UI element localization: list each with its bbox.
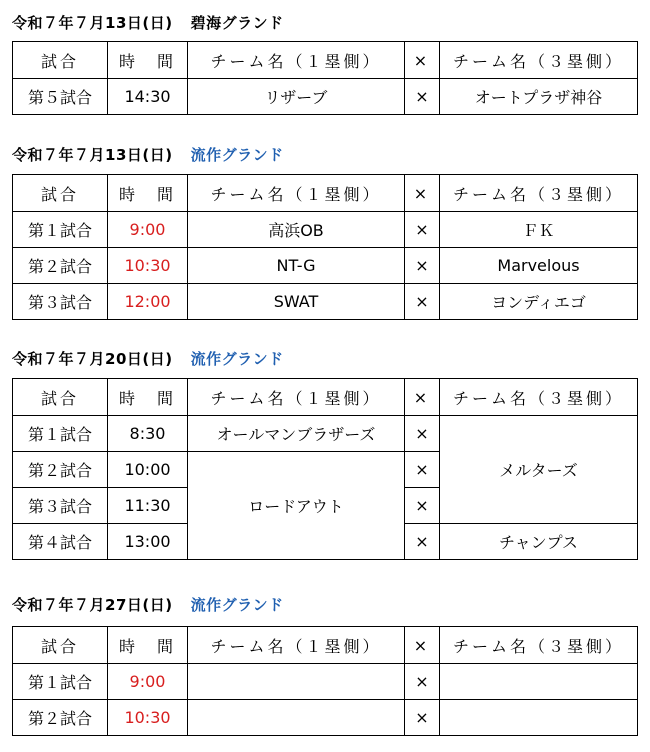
table-row	[13, 416, 638, 452]
schedule-table	[12, 174, 638, 320]
section-heading	[12, 348, 284, 369]
table-row	[13, 700, 638, 736]
vs-cell: ×	[405, 416, 440, 452]
match-cell: 第３試合	[13, 488, 108, 524]
team3-cell	[440, 664, 638, 700]
schedule-table	[12, 41, 638, 115]
header-team3: チーム名（３塁側）	[440, 627, 638, 664]
vs-cell: ×	[405, 488, 440, 524]
match-cell: 第１試合	[13, 416, 108, 452]
header-match: 試合	[13, 42, 108, 79]
team3-cell: チャンプス	[440, 524, 638, 560]
table-row	[13, 248, 638, 284]
header-vs: ×	[405, 379, 440, 416]
team3-cell: オートプラザ神谷	[440, 79, 638, 115]
match-cell: 第１試合	[13, 664, 108, 700]
time-cell: 8:30	[108, 416, 188, 452]
header-team3: チーム名（３塁側）	[440, 379, 638, 416]
schedule-table	[12, 378, 638, 560]
section-date: 令和７年７月20日(日)	[12, 350, 173, 368]
header-vs: ×	[405, 175, 440, 212]
section-heading	[12, 594, 284, 615]
header-time: 時 間	[108, 175, 188, 212]
match-cell: 第１試合	[13, 212, 108, 248]
section-venue: 流作グランド	[190, 350, 284, 368]
time-cell: 10:30	[108, 700, 188, 736]
header-row	[13, 627, 638, 664]
section-heading	[12, 12, 284, 33]
vs-cell: ×	[405, 524, 440, 560]
header-team1: チーム名（１塁側）	[188, 42, 405, 79]
section-venue: 流作グランド	[190, 146, 284, 164]
header-row	[13, 42, 638, 79]
match-cell: 第２試合	[13, 700, 108, 736]
header-match: 試合	[13, 379, 108, 416]
header-vs: ×	[405, 42, 440, 79]
table-row	[13, 212, 638, 248]
section-date: 令和７年７月13日(日)	[12, 14, 173, 32]
vs-cell: ×	[405, 452, 440, 488]
section-venue: 碧海グランド	[190, 14, 284, 32]
header-team1: チーム名（１塁側）	[188, 627, 405, 664]
team1-cell: リザーブ	[188, 79, 405, 115]
vs-cell: ×	[405, 212, 440, 248]
vs-cell: ×	[405, 700, 440, 736]
time-cell: 10:30	[108, 248, 188, 284]
match-cell: 第５試合	[13, 79, 108, 115]
time-cell: 9:00	[108, 212, 188, 248]
section-heading	[12, 144, 284, 165]
match-cell: 第２試合	[13, 452, 108, 488]
header-row	[13, 379, 638, 416]
team1-cell: NT-G	[188, 248, 405, 284]
match-cell: 第３試合	[13, 284, 108, 320]
time-cell: 12:00	[108, 284, 188, 320]
section-venue: 流作グランド	[190, 596, 284, 614]
table-row	[13, 79, 638, 115]
team3-cell: ヨンディエゴ	[440, 284, 638, 320]
vs-cell: ×	[405, 664, 440, 700]
schedule-table	[12, 626, 638, 736]
team1-cell: 高浜OB	[188, 212, 405, 248]
time-cell: 14:30	[108, 79, 188, 115]
header-team1: チーム名（１塁側）	[188, 175, 405, 212]
team1-cell	[188, 700, 405, 736]
vs-cell: ×	[405, 79, 440, 115]
header-match: 試合	[13, 175, 108, 212]
header-time: 時 間	[108, 42, 188, 79]
header-row	[13, 175, 638, 212]
team3-cell	[440, 700, 638, 736]
team3-cell: メルターズ	[440, 416, 638, 524]
header-team3: チーム名（３塁側）	[440, 175, 638, 212]
team3-cell: ＦＫ	[440, 212, 638, 248]
time-cell: 11:30	[108, 488, 188, 524]
team1-cell	[188, 664, 405, 700]
team3-cell: Marvelous	[440, 248, 638, 284]
header-time: 時 間	[108, 627, 188, 664]
team1-cell: オールマンブラザーズ	[188, 416, 405, 452]
header-match: 試合	[13, 627, 108, 664]
time-cell: 9:00	[108, 664, 188, 700]
header-time: 時 間	[108, 379, 188, 416]
match-cell: 第２試合	[13, 248, 108, 284]
table-row	[13, 664, 638, 700]
match-cell: 第４試合	[13, 524, 108, 560]
header-vs: ×	[405, 627, 440, 664]
time-cell: 13:00	[108, 524, 188, 560]
vs-cell: ×	[405, 284, 440, 320]
table-row	[13, 284, 638, 320]
team1-cell: ロードアウト	[188, 452, 405, 560]
section-date: 令和７年７月27日(日)	[12, 596, 173, 614]
header-team3: チーム名（３塁側）	[440, 42, 638, 79]
section-date: 令和７年７月13日(日)	[12, 146, 173, 164]
time-cell: 10:00	[108, 452, 188, 488]
vs-cell: ×	[405, 248, 440, 284]
team1-cell: SWAT	[188, 284, 405, 320]
header-team1: チーム名（１塁側）	[188, 379, 405, 416]
